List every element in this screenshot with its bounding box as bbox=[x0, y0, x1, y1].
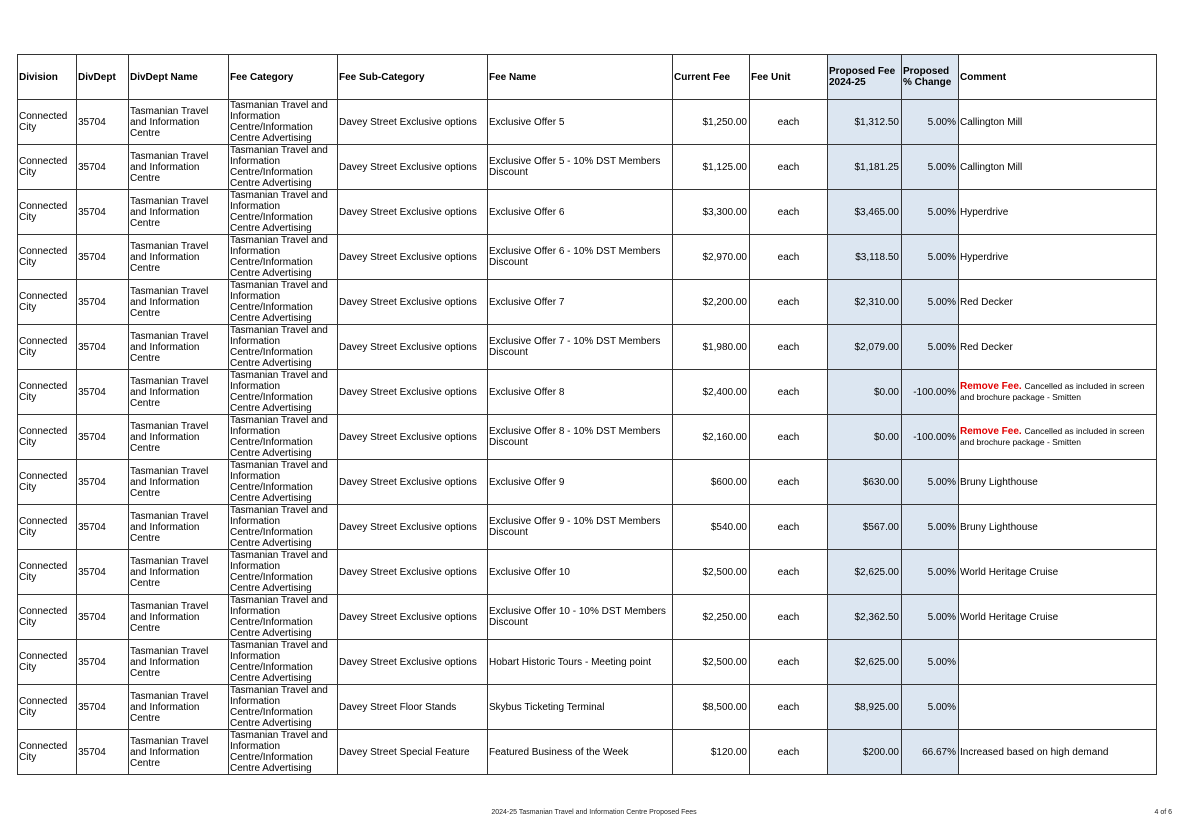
cell-divdept-name: Tasmanian Travel and Information Centre bbox=[129, 235, 229, 280]
cell-division: Connected City bbox=[18, 730, 77, 775]
cell-divdept: 35704 bbox=[77, 640, 129, 685]
cell-fee-name: Exclusive Offer 7 bbox=[488, 280, 673, 325]
cell-fee-unit: each bbox=[750, 460, 828, 505]
comment-text: Cancelled as included in screen and brochure package - Smitten bbox=[960, 426, 1145, 447]
table-row bbox=[18, 235, 1157, 280]
cell-current-fee: $2,500.00 bbox=[673, 640, 750, 685]
cell-fee-name: Exclusive Offer 6 - 10% DST Members Discount bbox=[488, 235, 673, 280]
cell-divdept-name: Tasmanian Travel and Information Centre bbox=[129, 595, 229, 640]
comment-text: Hyperdrive bbox=[960, 251, 1009, 263]
table-row bbox=[18, 415, 1157, 460]
cell-proposed-change: 5.00% bbox=[902, 550, 959, 595]
cell-fee-name: Skybus Ticketing Terminal bbox=[488, 685, 673, 730]
cell-division: Connected City bbox=[18, 685, 77, 730]
cell-fee-name: Exclusive Offer 5 bbox=[488, 100, 673, 145]
remove-fee-flag: Remove Fee. bbox=[960, 426, 1022, 437]
cell-fee-name: Exclusive Offer 8 - 10% DST Members Discount bbox=[488, 415, 673, 460]
cell-proposed-fee: $2,079.00 bbox=[828, 325, 902, 370]
cell-division: Connected City bbox=[18, 505, 77, 550]
cell-division: Connected City bbox=[18, 595, 77, 640]
cell-fee-sub-category: Davey Street Exclusive options bbox=[338, 280, 488, 325]
header-fee-unit: Fee Unit bbox=[750, 55, 828, 100]
cell-comment bbox=[959, 325, 1157, 370]
fees-table bbox=[17, 54, 1157, 775]
table-row bbox=[18, 325, 1157, 370]
comment-text: Increased based on high demand bbox=[960, 746, 1109, 758]
cell-comment bbox=[959, 595, 1157, 640]
cell-divdept-name: Tasmanian Travel and Information Centre bbox=[129, 325, 229, 370]
cell-current-fee: $2,400.00 bbox=[673, 370, 750, 415]
cell-divdept-name: Tasmanian Travel and Information Centre bbox=[129, 415, 229, 460]
cell-fee-category: Tasmanian Travel and Information Centre/Information Centre Advertising bbox=[229, 370, 338, 415]
header-division: Division bbox=[18, 55, 77, 100]
cell-fee-category: Tasmanian Travel and Information Centre/Information Centre Advertising bbox=[229, 415, 338, 460]
cell-fee-unit: each bbox=[750, 415, 828, 460]
cell-divdept: 35704 bbox=[77, 460, 129, 505]
remove-fee-flag: Remove Fee. bbox=[960, 381, 1022, 392]
cell-current-fee: $2,200.00 bbox=[673, 280, 750, 325]
comment-text: Callington Mill bbox=[960, 116, 1023, 128]
cell-divdept: 35704 bbox=[77, 550, 129, 595]
cell-fee-sub-category: Davey Street Exclusive options bbox=[338, 505, 488, 550]
cell-fee-unit: each bbox=[750, 505, 828, 550]
cell-divdept-name: Tasmanian Travel and Information Centre bbox=[129, 550, 229, 595]
cell-divdept: 35704 bbox=[77, 505, 129, 550]
cell-fee-sub-category: Davey Street Exclusive options bbox=[338, 145, 488, 190]
header-fee-sub-category: Fee Sub-Category bbox=[338, 55, 488, 100]
fees-table-body bbox=[18, 100, 1157, 775]
cell-proposed-change: -100.00% bbox=[902, 415, 959, 460]
cell-current-fee: $120.00 bbox=[673, 730, 750, 775]
cell-current-fee: $1,125.00 bbox=[673, 145, 750, 190]
cell-divdept-name: Tasmanian Travel and Information Centre bbox=[129, 730, 229, 775]
cell-fee-sub-category: Davey Street Exclusive options bbox=[338, 325, 488, 370]
cell-fee-category: Tasmanian Travel and Information Centre/Information Centre Advertising bbox=[229, 280, 338, 325]
comment-text: World Heritage Cruise bbox=[960, 566, 1059, 578]
cell-proposed-fee: $3,465.00 bbox=[828, 190, 902, 235]
cell-proposed-change: 5.00% bbox=[902, 640, 959, 685]
cell-division: Connected City bbox=[18, 280, 77, 325]
comment-text: Hyperdrive bbox=[960, 206, 1009, 218]
cell-fee-unit: each bbox=[750, 370, 828, 415]
cell-current-fee: $2,970.00 bbox=[673, 235, 750, 280]
cell-proposed-change: 66.67% bbox=[902, 730, 959, 775]
cell-fee-sub-category: Davey Street Exclusive options bbox=[338, 190, 488, 235]
cell-fee-sub-category: Davey Street Exclusive options bbox=[338, 415, 488, 460]
cell-fee-sub-category: Davey Street Exclusive options bbox=[338, 595, 488, 640]
cell-comment bbox=[959, 235, 1157, 280]
cell-proposed-change: 5.00% bbox=[902, 235, 959, 280]
cell-proposed-fee: $630.00 bbox=[828, 460, 902, 505]
cell-proposed-fee: $0.00 bbox=[828, 415, 902, 460]
comment-text: Red Decker bbox=[960, 341, 1013, 353]
cell-proposed-fee: $3,118.50 bbox=[828, 235, 902, 280]
comment-text: Cancelled as included in screen and brochure package - Smitten bbox=[960, 381, 1145, 402]
cell-divdept: 35704 bbox=[77, 235, 129, 280]
footer-title: 2024-25 Tasmanian Travel and Information Centre Proposed Fees bbox=[491, 809, 697, 816]
cell-proposed-fee: $200.00 bbox=[828, 730, 902, 775]
cell-fee-category: Tasmanian Travel and Information Centre/Information Centre Advertising bbox=[229, 100, 338, 145]
table-row bbox=[18, 100, 1157, 145]
cell-fee-category: Tasmanian Travel and Information Centre/Information Centre Advertising bbox=[229, 235, 338, 280]
cell-fee-name: Hobart Historic Tours - Meeting point bbox=[488, 640, 673, 685]
cell-proposed-fee: $2,625.00 bbox=[828, 550, 902, 595]
table-row bbox=[18, 280, 1157, 325]
comment-text: Bruny Lighthouse bbox=[960, 521, 1038, 533]
cell-fee-name: Featured Business of the Week bbox=[488, 730, 673, 775]
cell-fee-sub-category: Davey Street Exclusive options bbox=[338, 370, 488, 415]
cell-divdept: 35704 bbox=[77, 100, 129, 145]
cell-fee-name: Exclusive Offer 10 - 10% DST Members Discount bbox=[488, 595, 673, 640]
cell-fee-sub-category: Davey Street Exclusive options bbox=[338, 550, 488, 595]
header-comment: Comment bbox=[959, 55, 1157, 100]
cell-proposed-change: -100.00% bbox=[902, 370, 959, 415]
cell-proposed-change: 5.00% bbox=[902, 280, 959, 325]
cell-fee-category: Tasmanian Travel and Information Centre/Information Centre Advertising bbox=[229, 685, 338, 730]
cell-divdept: 35704 bbox=[77, 280, 129, 325]
cell-fee-category: Tasmanian Travel and Information Centre/Information Centre Advertising bbox=[229, 190, 338, 235]
cell-comment bbox=[959, 460, 1157, 505]
cell-current-fee: $2,160.00 bbox=[673, 415, 750, 460]
cell-comment bbox=[959, 145, 1157, 190]
cell-current-fee: $8,500.00 bbox=[673, 685, 750, 730]
cell-divdept-name: Tasmanian Travel and Information Centre bbox=[129, 370, 229, 415]
cell-comment bbox=[959, 415, 1157, 460]
header-proposed-fee: Proposed Fee 2024-25 bbox=[828, 55, 902, 100]
cell-fee-name: Exclusive Offer 6 bbox=[488, 190, 673, 235]
cell-proposed-change: 5.00% bbox=[902, 325, 959, 370]
comment-text: Red Decker bbox=[960, 296, 1013, 308]
comment-text: Callington Mill bbox=[960, 161, 1023, 173]
cell-division: Connected City bbox=[18, 100, 77, 145]
cell-division: Connected City bbox=[18, 325, 77, 370]
cell-fee-category: Tasmanian Travel and Information Centre/Information Centre Advertising bbox=[229, 730, 338, 775]
cell-current-fee: $1,980.00 bbox=[673, 325, 750, 370]
table-row bbox=[18, 730, 1157, 775]
cell-fee-category: Tasmanian Travel and Information Centre/Information Centre Advertising bbox=[229, 505, 338, 550]
cell-proposed-change: 5.00% bbox=[902, 505, 959, 550]
header-current-fee: Current Fee bbox=[673, 55, 750, 100]
table-row bbox=[18, 685, 1157, 730]
cell-proposed-change: 5.00% bbox=[902, 460, 959, 505]
cell-current-fee: $540.00 bbox=[673, 505, 750, 550]
cell-fee-name: Exclusive Offer 8 bbox=[488, 370, 673, 415]
cell-fee-name: Exclusive Offer 7 - 10% DST Members Discount bbox=[488, 325, 673, 370]
cell-divdept: 35704 bbox=[77, 595, 129, 640]
cell-proposed-change: 5.00% bbox=[902, 595, 959, 640]
header-row bbox=[18, 55, 1157, 100]
cell-current-fee: $2,500.00 bbox=[673, 550, 750, 595]
cell-divdept: 35704 bbox=[77, 685, 129, 730]
header-fee-category: Fee Category bbox=[229, 55, 338, 100]
cell-divdept: 35704 bbox=[77, 370, 129, 415]
cell-divdept-name: Tasmanian Travel and Information Centre bbox=[129, 640, 229, 685]
table-row bbox=[18, 370, 1157, 415]
comment-text: World Heritage Cruise bbox=[960, 611, 1059, 623]
cell-fee-name: Exclusive Offer 9 bbox=[488, 460, 673, 505]
table-row bbox=[18, 550, 1157, 595]
cell-divdept-name: Tasmanian Travel and Information Centre bbox=[129, 280, 229, 325]
cell-current-fee: $3,300.00 bbox=[673, 190, 750, 235]
cell-divdept: 35704 bbox=[77, 730, 129, 775]
table-row bbox=[18, 505, 1157, 550]
cell-comment bbox=[959, 640, 1157, 685]
cell-divdept: 35704 bbox=[77, 325, 129, 370]
cell-fee-name: Exclusive Offer 5 - 10% DST Members Discount bbox=[488, 145, 673, 190]
cell-fee-unit: each bbox=[750, 100, 828, 145]
cell-division: Connected City bbox=[18, 415, 77, 460]
cell-proposed-fee: $2,362.50 bbox=[828, 595, 902, 640]
cell-divdept-name: Tasmanian Travel and Information Centre bbox=[129, 145, 229, 190]
cell-comment bbox=[959, 550, 1157, 595]
cell-proposed-fee: $1,312.50 bbox=[828, 100, 902, 145]
cell-fee-unit: each bbox=[750, 595, 828, 640]
cell-proposed-change: 5.00% bbox=[902, 685, 959, 730]
cell-division: Connected City bbox=[18, 370, 77, 415]
cell-divdept: 35704 bbox=[77, 190, 129, 235]
cell-current-fee: $2,250.00 bbox=[673, 595, 750, 640]
cell-division: Connected City bbox=[18, 190, 77, 235]
cell-division: Connected City bbox=[18, 235, 77, 280]
cell-divdept-name: Tasmanian Travel and Information Centre bbox=[129, 100, 229, 145]
cell-comment bbox=[959, 505, 1157, 550]
table-row bbox=[18, 190, 1157, 235]
cell-proposed-fee: $1,181.25 bbox=[828, 145, 902, 190]
cell-fee-unit: each bbox=[750, 685, 828, 730]
cell-comment bbox=[959, 280, 1157, 325]
cell-current-fee: $600.00 bbox=[673, 460, 750, 505]
header-proposed-change: Proposed % Change bbox=[902, 55, 959, 100]
cell-fee-name: Exclusive Offer 10 bbox=[488, 550, 673, 595]
cell-current-fee: $1,250.00 bbox=[673, 100, 750, 145]
cell-fee-unit: each bbox=[750, 325, 828, 370]
cell-fee-category: Tasmanian Travel and Information Centre/Information Centre Advertising bbox=[229, 145, 338, 190]
cell-divdept: 35704 bbox=[77, 145, 129, 190]
cell-comment bbox=[959, 730, 1157, 775]
cell-comment bbox=[959, 685, 1157, 730]
cell-divdept-name: Tasmanian Travel and Information Centre bbox=[129, 685, 229, 730]
cell-proposed-fee: $2,310.00 bbox=[828, 280, 902, 325]
cell-fee-sub-category: Davey Street Exclusive options bbox=[338, 640, 488, 685]
cell-divdept-name: Tasmanian Travel and Information Centre bbox=[129, 505, 229, 550]
comment-text: Bruny Lighthouse bbox=[960, 476, 1038, 488]
cell-proposed-fee: $8,925.00 bbox=[828, 685, 902, 730]
footer-page-number: 4 of 6 bbox=[1154, 809, 1172, 816]
header-divdept-name: DivDept Name bbox=[129, 55, 229, 100]
cell-fee-category: Tasmanian Travel and Information Centre/Information Centre Advertising bbox=[229, 325, 338, 370]
header-fee-name: Fee Name bbox=[488, 55, 673, 100]
table-row bbox=[18, 145, 1157, 190]
cell-fee-unit: each bbox=[750, 640, 828, 685]
cell-fee-sub-category: Davey Street Exclusive options bbox=[338, 460, 488, 505]
cell-division: Connected City bbox=[18, 145, 77, 190]
cell-fee-unit: each bbox=[750, 190, 828, 235]
cell-comment bbox=[959, 100, 1157, 145]
cell-fee-sub-category: Davey Street Exclusive options bbox=[338, 235, 488, 280]
cell-fee-category: Tasmanian Travel and Information Centre/Information Centre Advertising bbox=[229, 550, 338, 595]
cell-fee-category: Tasmanian Travel and Information Centre/Information Centre Advertising bbox=[229, 460, 338, 505]
cell-division: Connected City bbox=[18, 550, 77, 595]
cell-divdept-name: Tasmanian Travel and Information Centre bbox=[129, 190, 229, 235]
table-row bbox=[18, 595, 1157, 640]
header-divdept: DivDept bbox=[77, 55, 129, 100]
cell-fee-category: Tasmanian Travel and Information Centre/Information Centre Advertising bbox=[229, 595, 338, 640]
cell-comment bbox=[959, 370, 1157, 415]
cell-proposed-fee: $2,625.00 bbox=[828, 640, 902, 685]
cell-fee-category: Tasmanian Travel and Information Centre/Information Centre Advertising bbox=[229, 640, 338, 685]
cell-proposed-change: 5.00% bbox=[902, 145, 959, 190]
cell-fee-sub-category: Davey Street Special Feature bbox=[338, 730, 488, 775]
cell-fee-unit: each bbox=[750, 235, 828, 280]
cell-fee-unit: each bbox=[750, 550, 828, 595]
cell-proposed-change: 5.00% bbox=[902, 190, 959, 235]
table-row bbox=[18, 460, 1157, 505]
cell-fee-unit: each bbox=[750, 730, 828, 775]
cell-fee-unit: each bbox=[750, 145, 828, 190]
table-row bbox=[18, 640, 1157, 685]
cell-divdept: 35704 bbox=[77, 415, 129, 460]
cell-fee-sub-category: Davey Street Exclusive options bbox=[338, 100, 488, 145]
cell-proposed-fee: $567.00 bbox=[828, 505, 902, 550]
cell-comment bbox=[959, 190, 1157, 235]
cell-divdept-name: Tasmanian Travel and Information Centre bbox=[129, 460, 229, 505]
cell-fee-sub-category: Davey Street Floor Stands bbox=[338, 685, 488, 730]
cell-division: Connected City bbox=[18, 640, 77, 685]
cell-proposed-fee: $0.00 bbox=[828, 370, 902, 415]
cell-fee-unit: each bbox=[750, 280, 828, 325]
cell-fee-name: Exclusive Offer 9 - 10% DST Members Discount bbox=[488, 505, 673, 550]
cell-division: Connected City bbox=[18, 460, 77, 505]
cell-proposed-change: 5.00% bbox=[902, 100, 959, 145]
